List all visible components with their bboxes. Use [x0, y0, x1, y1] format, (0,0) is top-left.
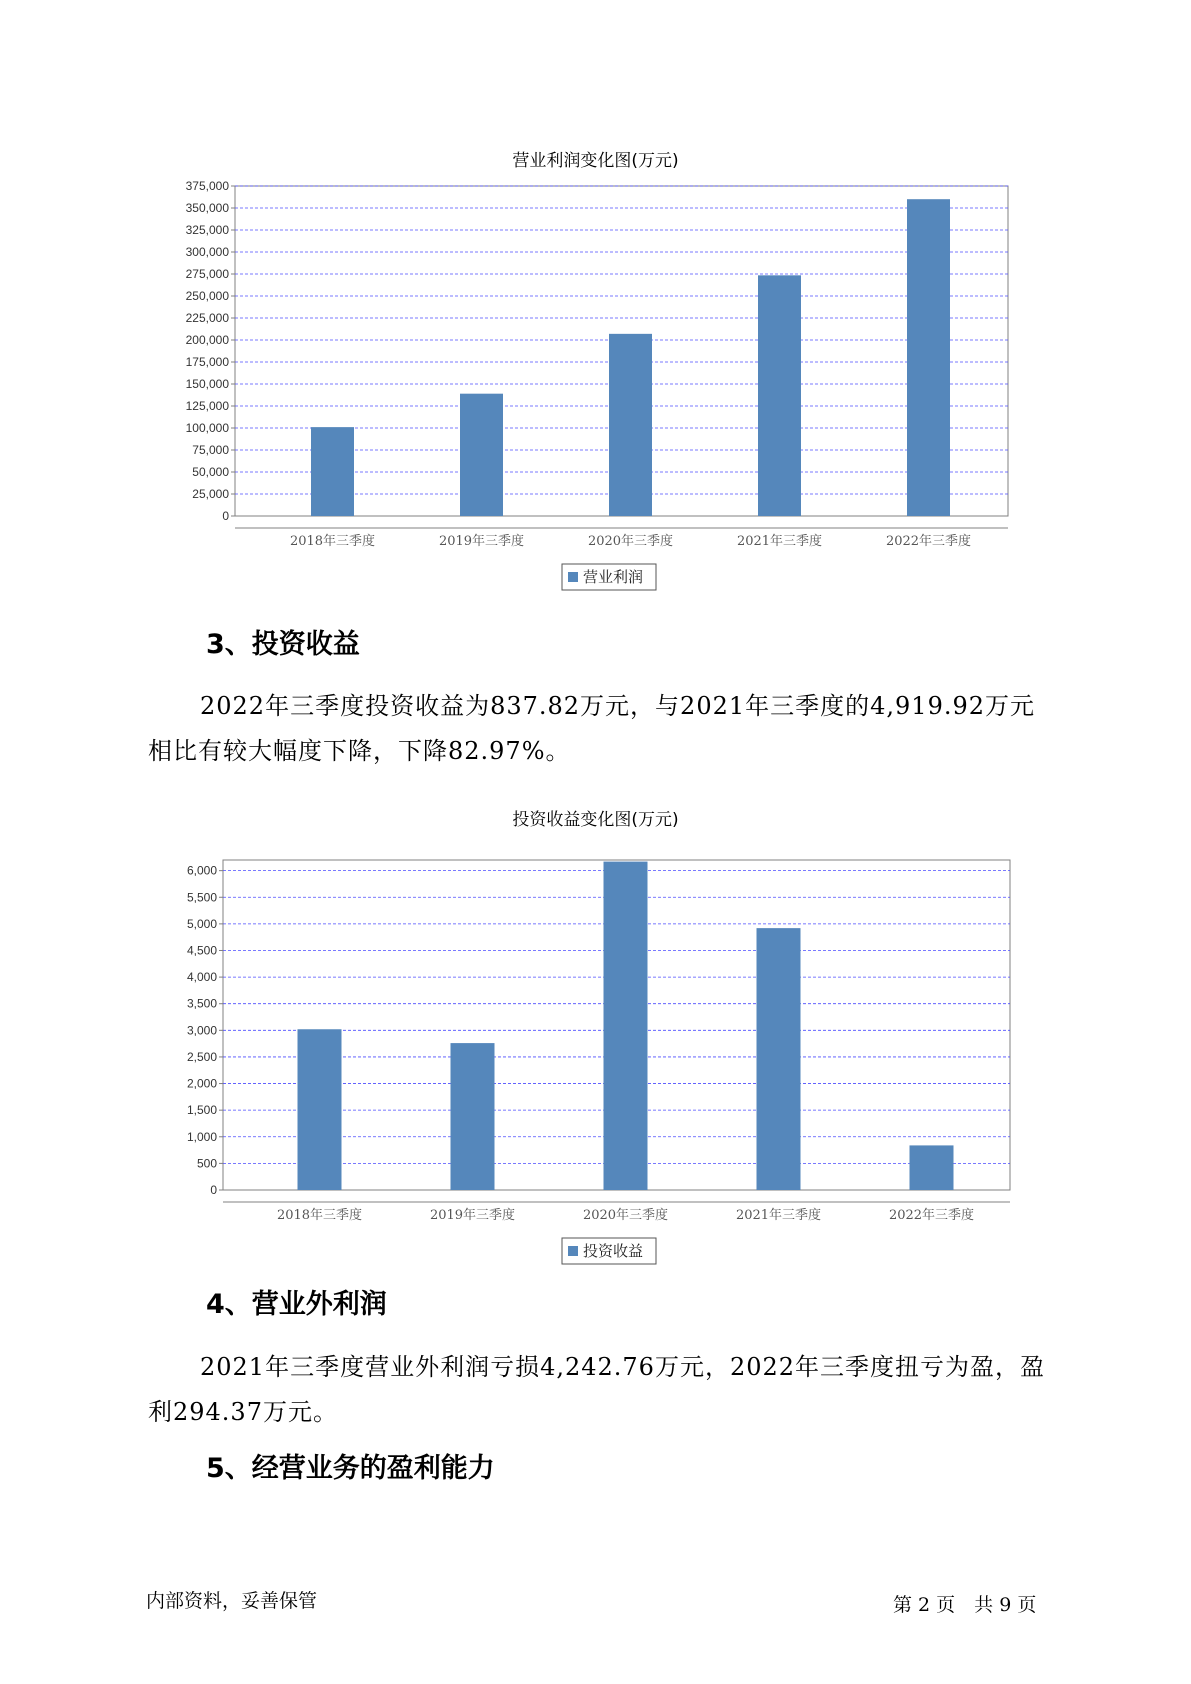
y-tick-label: 0	[210, 1183, 217, 1197]
y-tick-label: 1,500	[186, 1103, 217, 1118]
y-tick-label: 50,000	[192, 465, 229, 479]
y-tick-label: 5,000	[186, 916, 217, 931]
operating-profit-chart	[0, 176, 1191, 616]
footer-page-number: 第 2 页 共 9 页	[893, 1594, 1037, 1616]
section-3-heading: 3、投资收益	[206, 629, 360, 660]
y-tick-label: 325,000	[185, 223, 229, 237]
y-tick-label: 150,000	[185, 377, 229, 391]
bar	[460, 394, 503, 516]
y-tick-label: 6,000	[186, 863, 217, 878]
bar	[758, 275, 801, 516]
y-tick-label: 0	[222, 509, 229, 523]
x-tick-label: 2019年三季度	[429, 1208, 516, 1223]
bar	[451, 1043, 495, 1190]
section-4-text: 2021年三季度营业外利润亏损4,242.76万元，2022年三季度扭亏为盈，盈利294.37万元。	[148, 1353, 1046, 1426]
y-tick-label: 1,000	[186, 1129, 217, 1144]
chart1-title: 营业利润变化图(万元)	[512, 151, 679, 171]
chart2-title: 投资收益变化图(万元)	[512, 810, 679, 830]
legend-label: 营业利润	[583, 568, 644, 586]
bar	[907, 199, 950, 516]
bar	[757, 928, 801, 1190]
footer-confidential-note: 内部资料，妥善保管	[146, 1590, 318, 1612]
x-tick-label: 2022年三季度	[885, 534, 972, 549]
x-tick-label: 2022年三季度	[888, 1208, 975, 1223]
y-tick-label: 75,000	[192, 443, 229, 457]
legend-swatch	[568, 1246, 578, 1256]
legend-label: 投资收益	[583, 1242, 644, 1260]
y-tick-label: 25,000	[192, 487, 229, 501]
y-tick-label: 2,000	[186, 1076, 217, 1091]
y-tick-label: 275,000	[185, 267, 229, 281]
y-tick-label: 375,000	[185, 179, 229, 193]
y-tick-label: 300,000	[185, 245, 229, 259]
bar	[609, 334, 652, 516]
investment-income-chart	[0, 836, 1191, 1260]
x-tick-label: 2018年三季度	[289, 534, 376, 549]
legend-swatch	[568, 572, 578, 582]
section-4-paragraph	[148, 1345, 1048, 1435]
x-tick-label: 2021年三季度	[735, 1208, 822, 1223]
bar	[910, 1145, 954, 1190]
y-tick-label: 250,000	[185, 289, 229, 303]
x-tick-label: 2020年三季度	[587, 534, 674, 549]
x-tick-label: 2018年三季度	[276, 1208, 363, 1223]
section-3-paragraph	[148, 684, 1048, 774]
y-tick-label: 125,000	[185, 399, 229, 413]
y-tick-label: 3,500	[186, 996, 217, 1011]
y-tick-label: 4,000	[186, 970, 217, 985]
bar	[604, 862, 648, 1190]
y-tick-label: 100,000	[185, 421, 229, 435]
y-tick-label: 3,000	[186, 1023, 217, 1038]
x-tick-label: 2019年三季度	[438, 534, 525, 549]
y-tick-label: 350,000	[185, 201, 229, 215]
section-3-text: 2022年三季度投资收益为837.82万元，与2021年三季度的4,919.92万元相比有较大幅度下降，下降82.97%。	[148, 692, 1036, 765]
y-tick-label: 4,500	[186, 943, 217, 958]
y-tick-label: 225,000	[185, 311, 229, 325]
y-tick-label: 500	[196, 1156, 217, 1171]
y-tick-label: 175,000	[185, 355, 229, 369]
y-tick-label: 5,500	[186, 890, 217, 905]
y-tick-label: 2,500	[186, 1049, 217, 1064]
section-5-heading: 5、经营业务的盈利能力	[206, 1453, 495, 1484]
section-4-heading: 4、营业外利润	[206, 1289, 387, 1320]
x-tick-label: 2020年三季度	[582, 1208, 669, 1223]
bar	[311, 427, 354, 516]
y-tick-label: 200,000	[185, 333, 229, 347]
bar	[298, 1029, 342, 1190]
x-tick-label: 2021年三季度	[736, 534, 823, 549]
